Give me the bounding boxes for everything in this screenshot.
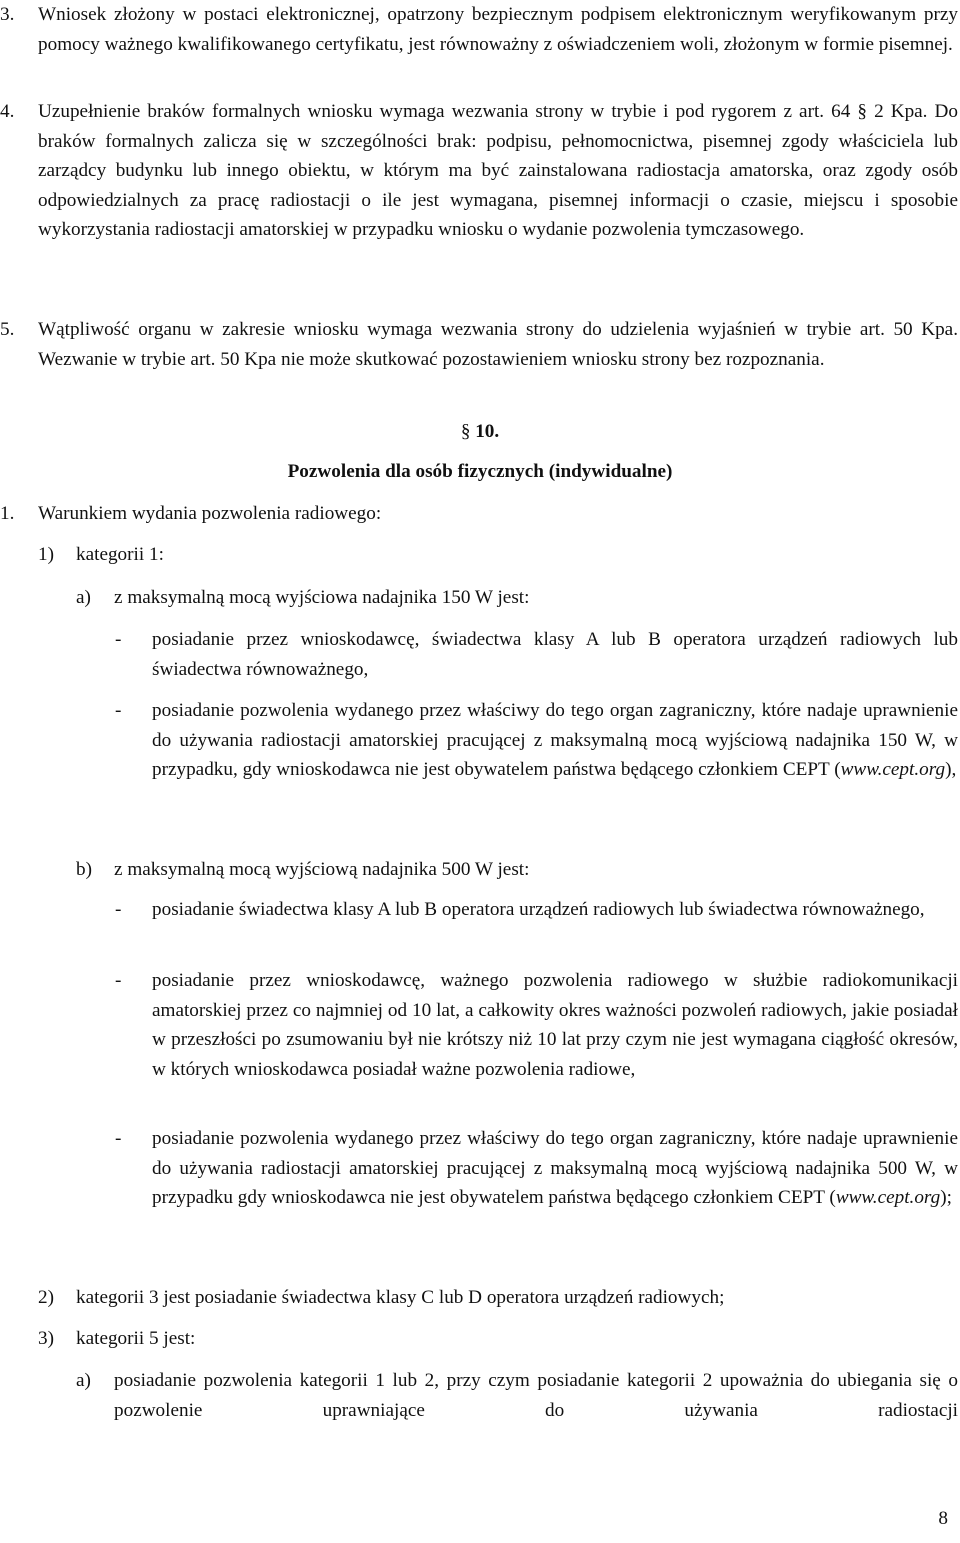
subpoint-a-category-5: [76, 1366, 958, 1425]
bullet-item: [115, 966, 958, 1084]
subpoint-text: z maksymalną mocą wyjściowa nadajnika 150 W jest:: [114, 587, 530, 608]
section-title: Pozwolenia dla osób fizycznych (indywidualne): [287, 461, 673, 482]
category-number: 1): [38, 544, 54, 565]
subpoint-letter: a): [76, 587, 91, 608]
section-symbol: §: [460, 421, 471, 442]
bullet-text: posiadanie przez wnioskodawcę, świadectwa klasy A lub B operatora urządzeń radiowych lub świadectwa równoważnego,: [152, 629, 958, 680]
paragraph-3: [0, 0, 958, 59]
subpoint-b-500w: [76, 855, 958, 885]
bullet-item: [115, 696, 958, 785]
paragraph-text: Wątpliwość organu w zakresie wniosku wymaga wezwania strony do udzielenia wyjaśnień w trybie art. 50 Kpa. Wezwanie w trybie art. 50 Kpa nie może skutkować pozostawieniem wniosku strony bez rozpoznania.: [38, 319, 958, 370]
category-number: 2): [38, 1287, 54, 1308]
paragraph-text: Uzupełnienie braków formalnych wniosku wymaga wezwania strony w trybie i pod rygorem z art. 64 § 2 Kpa. Do braków formalnych zalicza się w szczególności brak: podpisu, pełnomocnictwa, pisemnej zgody właściciela lub zarządcy budynku lub innego obiektu, w którym ma być zainstalowana radiostacja amatorska, oraz zgody osób odpowiedzialnych za pracę radiostacji o ile jest wymagana, pisemnej informacji o czasie, miejscu i sposobie wykorzystania radiostacji amatorskiej w przypadku wniosku o wydanie pozwolenia tymczasowego.: [38, 101, 958, 240]
cept-link[interactable]: www.cept.org: [840, 759, 946, 780]
paragraph-number: 5.: [0, 319, 15, 340]
page-number: 8: [938, 1507, 948, 1529]
bullet-dash: -: [115, 970, 122, 991]
bullet-dash: -: [115, 899, 122, 920]
bullet-item: [115, 895, 958, 925]
bullet-item: [115, 1124, 958, 1213]
cept-link[interactable]: www.cept.org: [835, 1187, 941, 1208]
point-1: [0, 499, 958, 529]
bullet-text: posiadanie przez wnioskodawcę, ważnego pozwolenia radiowego w służbie radiokomunikacji amatorskiej przez co najmniej od 10 lat, a całkowity okres ważności pozwoleń radiowych, jakie posiadał w przeszłości po zsumowaniu był nie krótszy niż 10 lat przy czym nie jest wymagana ciągłość okresów, w których wnioskodawca posiadał ważne pozwolenia radiowe,: [152, 970, 958, 1080]
section-number: [0, 417, 960, 447]
section-number-text: 10.: [475, 421, 500, 442]
bullet-dash: -: [115, 1128, 122, 1149]
category-3: [38, 1324, 958, 1354]
subpoint-letter: a): [76, 1370, 91, 1391]
category-1: [38, 540, 958, 570]
paragraph-4: [0, 97, 958, 245]
bullet-item: [115, 625, 958, 684]
bullet-dash: -: [115, 629, 122, 650]
bullet-text: posiadanie pozwolenia wydanego przez właściwy do tego organ zagraniczny, które nadaje uprawnienie do używania radiostacji amatorskiej pracującej z maksymalną mocą wyjściową nadajnika 150 W, w przypadku, gdy wnioskodawca nie jest obywatelem państwa będącego członkiem CEPT (www.cept.org),: [152, 700, 958, 780]
category-number: 3): [38, 1328, 54, 1349]
bullet-text: posiadanie świadectwa klasy A lub B operatora urządzeń radiowych lub świadectwa równoważnego,: [152, 899, 925, 920]
category-text: kategorii 3 jest posiadanie świadectwa klasy C lub D operatora urządzeń radiowych;: [76, 1287, 725, 1308]
subpoint-text: z maksymalną mocą wyjściową nadajnika 500 W jest:: [114, 859, 530, 880]
paragraph-text: Wniosek złożony w postaci elektronicznej, opatrzony bezpiecznym podpisem elektronicznym weryfikowanym przy pomocy ważnego kwalifikowanego certyfikatu, jest równoważny z oświadczeniem woli, złożonym w formie pisemnej.: [38, 4, 958, 55]
subpoint-letter: b): [76, 859, 92, 880]
paragraph-number: 4.: [0, 101, 15, 122]
subpoint-text: posiadanie pozwolenia kategorii 1 lub 2, przy czym posiadanie kategorii 2 upoważnia do ubiegania się o pozwolenie uprawniające do używania radiostacji: [114, 1370, 958, 1421]
point-text: Warunkiem wydania pozwolenia radiowego:: [38, 503, 382, 524]
bullet-text: posiadanie pozwolenia wydanego przez właściwy do tego organ zagraniczny, które nadaje uprawnienie do używania radiostacji amatorskiej pracującej z maksymalną mocą wyjściową nadajnika 500 W, w przypadku gdy wnioskodawca nie jest obywatelem państwa będącego członkiem CEPT (www.cept.org);: [152, 1128, 958, 1208]
subpoint-a-150w: [76, 583, 958, 613]
point-number: 1.: [0, 503, 15, 524]
paragraph-number: 3.: [0, 4, 15, 25]
category-2: [38, 1283, 958, 1313]
category-text: kategorii 1:: [76, 544, 164, 565]
paragraph-5: [0, 315, 958, 374]
category-text: kategorii 5 jest:: [76, 1328, 196, 1349]
bullet-dash: -: [115, 700, 122, 721]
